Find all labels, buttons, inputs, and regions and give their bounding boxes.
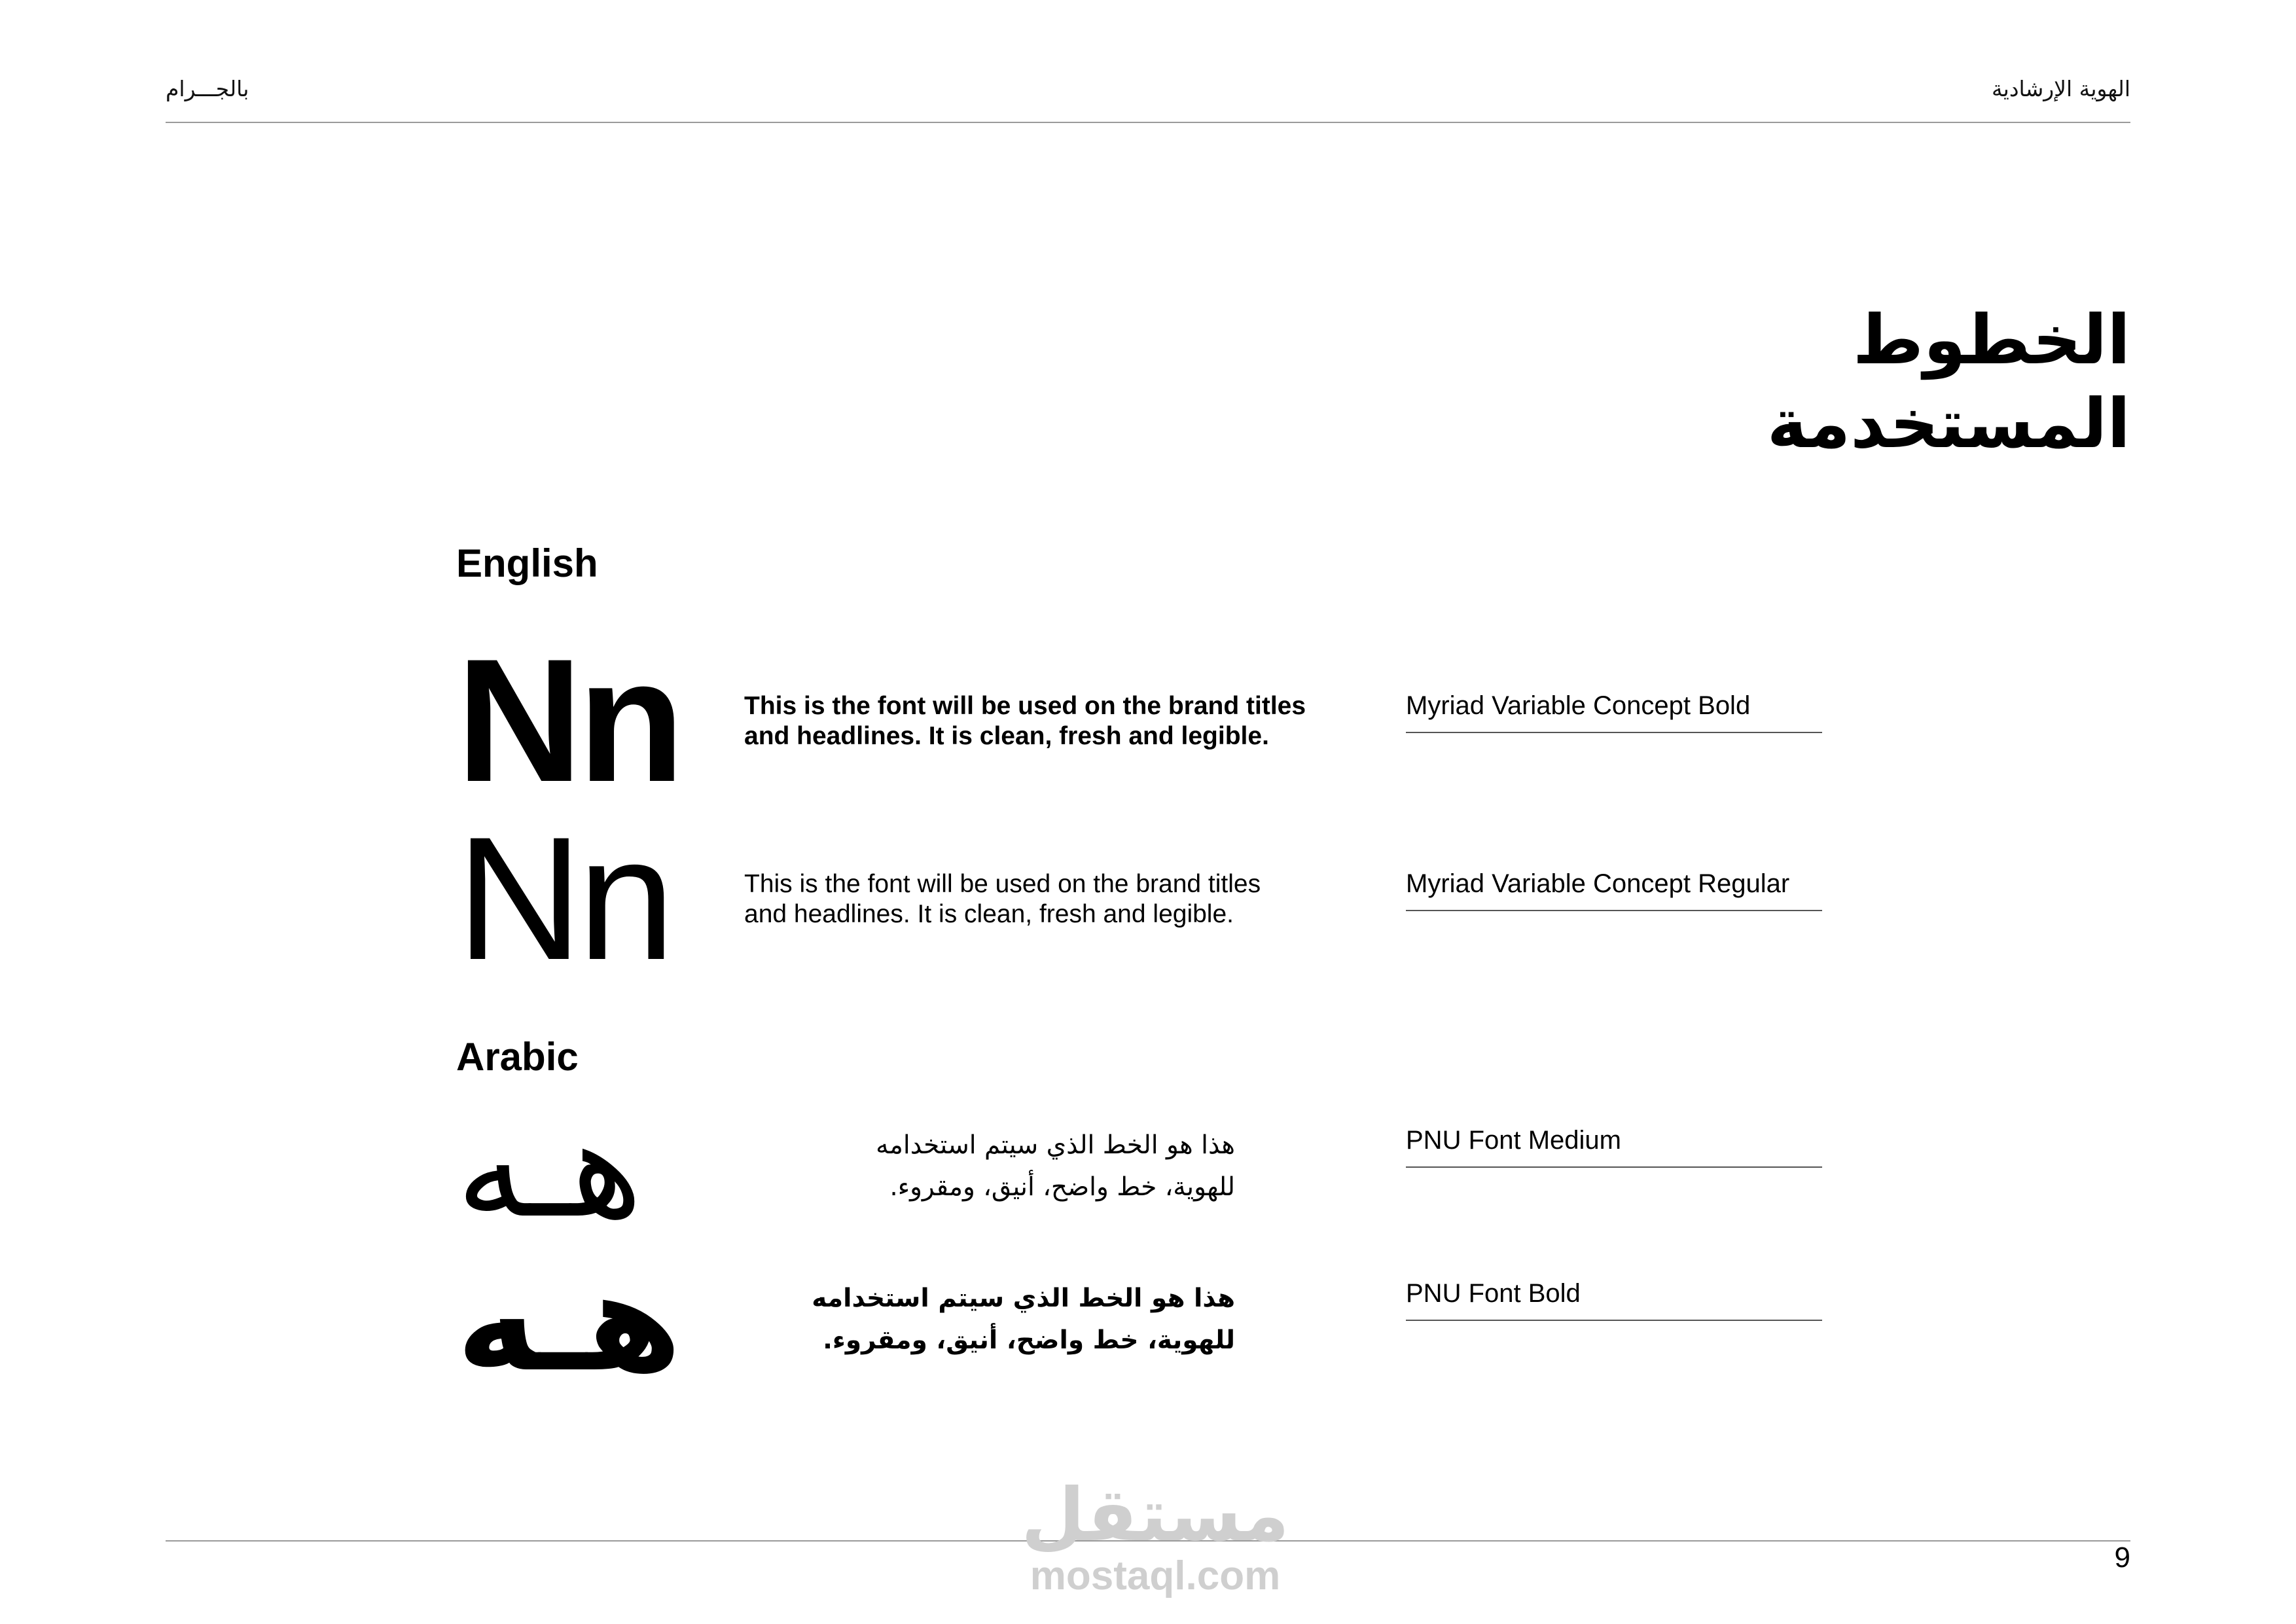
page-title (1767, 298, 2130, 465)
english-bold-description-line1: This is the font will be used on the brand titles (744, 692, 1306, 720)
english-heading: English (456, 541, 598, 585)
arabic-medium-font-name: PNU Font Medium (1406, 1125, 1822, 1168)
arabic-heading: Arabic (456, 1035, 579, 1079)
arabic-medium-specimen: هـه (456, 1088, 643, 1248)
watermark-latin: mostaql.com (1030, 1553, 1281, 1598)
english-bold-specimen: Nn (456, 622, 680, 818)
arabic-bold-description (744, 1278, 1235, 1362)
page-title-line2: المستخدمة (1767, 384, 2130, 463)
watermark-arabic: مستقل (1021, 1473, 1289, 1558)
arabic-bold-description-line2: للهوية، خط واضح، أنيق، ومقروء. (823, 1326, 1235, 1355)
arabic-medium-description-line1: هذا هو الخط الذي سيتم استخدامه (876, 1130, 1235, 1160)
header-brand-name: بالجـــرام (166, 76, 249, 101)
arabic-bold-specimen: هـه (456, 1242, 682, 1402)
english-regular-description-line2: and headlines. It is clean, fresh and legible. (744, 900, 1234, 928)
page-title-line1: الخطوط (1852, 300, 2130, 380)
english-regular-description (744, 869, 1366, 929)
page-number: 9 (2114, 1542, 2130, 1574)
mostaql-watermark (1011, 1473, 1299, 1598)
english-bold-description-line2: and headlines. It is clean, fresh and legible. (744, 722, 1269, 750)
header-divider (166, 122, 2130, 123)
english-bold-description (744, 691, 1366, 751)
arabic-bold-font-name: PNU Font Bold (1406, 1278, 1822, 1321)
arabic-medium-description-line2: للهوية، خط واضح، أنيق، ومقروء. (889, 1172, 1235, 1202)
arabic-bold-description-line1: هذا هو الخط الذي سيتم استخدامه (812, 1284, 1235, 1313)
header-section-title: الهوية الإرشادية (1991, 76, 2130, 101)
english-regular-description-line1: This is the font will be used on the brand titles (744, 870, 1261, 898)
english-regular-specimen: Nn (456, 800, 670, 996)
english-bold-font-name: Myriad Variable Concept Bold (1406, 690, 1822, 733)
english-regular-font-name: Myriad Variable Concept Regular (1406, 868, 1822, 911)
arabic-medium-description (744, 1125, 1235, 1208)
